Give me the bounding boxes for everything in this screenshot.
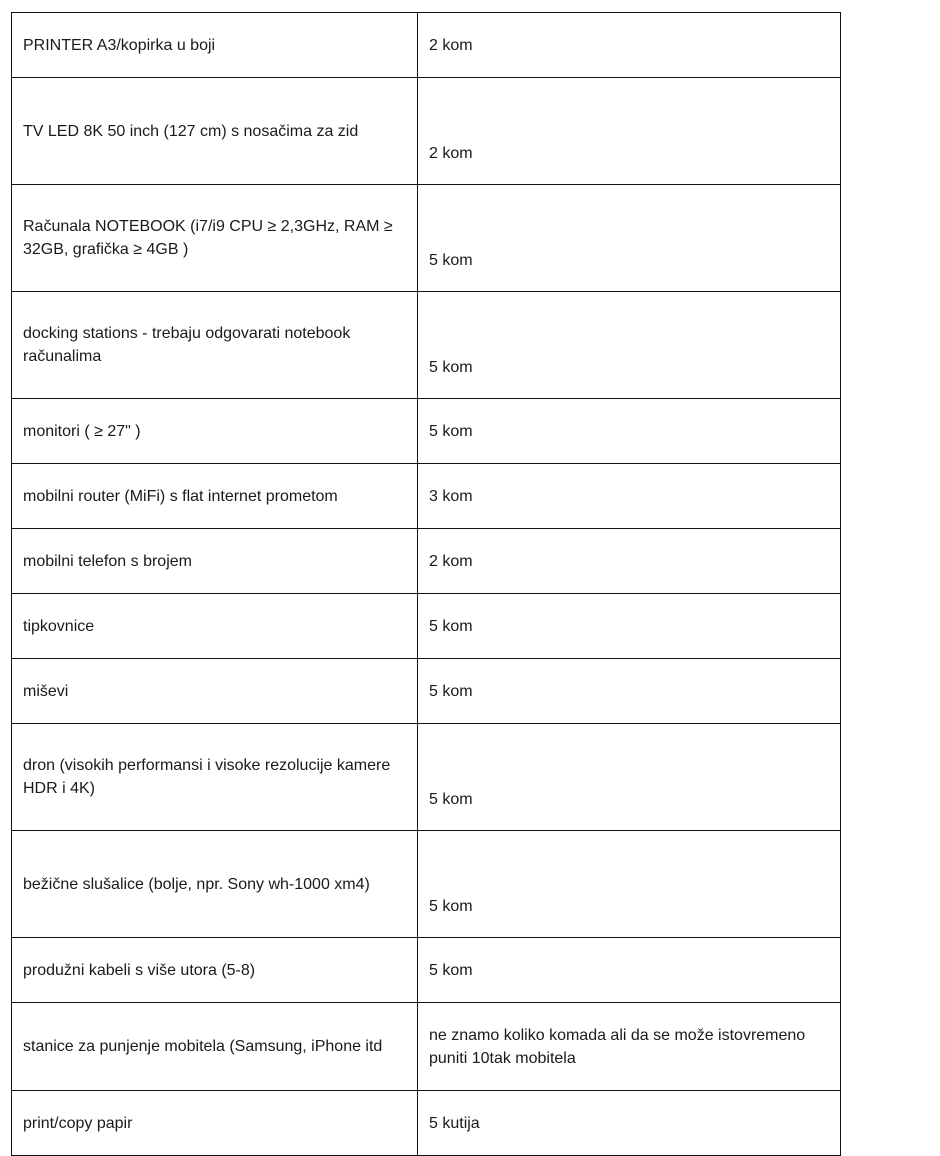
quantity-cell: 2 kom [418,78,841,185]
quantity-cell: 2 kom [418,13,841,78]
table-row [12,1091,841,1156]
table-row [12,659,841,724]
table-row [12,594,841,659]
quantity-cell: 5 kom [418,724,841,831]
table-row [12,292,841,399]
item-cell: produžni kabeli s više utora (5-8) [12,938,418,1003]
quantity-cell: 5 kom [418,292,841,399]
table-row [12,1003,841,1091]
table-row [12,399,841,464]
quantity-cell: 5 kom [418,185,841,292]
quantity-cell: 5 kom [418,399,841,464]
quantity-cell: 5 kom [418,594,841,659]
quantity-cell: 5 kom [418,659,841,724]
quantity-cell: 3 kom [418,464,841,529]
table-row [12,78,841,185]
item-cell: miševi [12,659,418,724]
table-row [12,938,841,1003]
item-cell: mobilni router (MiFi) s flat internet prometom [12,464,418,529]
table-row [12,464,841,529]
item-cell: tipkovnice [12,594,418,659]
item-cell: PRINTER A3/kopirka u boji [12,13,418,78]
table-row [12,13,841,78]
table-row [12,529,841,594]
item-cell: mobilni telefon s brojem [12,529,418,594]
table-row [12,724,841,831]
item-cell: stanice za punjenje mobitela (Samsung, iPhone itd [12,1003,418,1091]
item-cell: print/copy papir [12,1091,418,1156]
item-cell: dron (visokih performansi i visoke rezolucije kamere HDR i 4K) [12,724,418,831]
table-row [12,185,841,292]
item-cell: bežične slušalice (bolje, npr. Sony wh-1000 xm4) [12,831,418,938]
item-cell: docking stations - trebaju odgovarati notebook računalima [12,292,418,399]
quantity-cell: 5 kutija [418,1091,841,1156]
quantity-cell: ne znamo koliko komada ali da se može istovremeno puniti 10tak mobitela [418,1003,841,1091]
quantity-cell: 5 kom [418,938,841,1003]
item-cell: Računala NOTEBOOK (i7/i9 CPU ≥ 2,3GHz, RAM ≥ 32GB, grafička ≥ 4GB ) [12,185,418,292]
item-cell: TV LED 8K 50 inch (127 cm) s nosačima za zid [12,78,418,185]
quantity-cell: 5 kom [418,831,841,938]
item-cell: monitori ( ≥ 27" ) [12,399,418,464]
table-row [12,831,841,938]
quantity-cell: 2 kom [418,529,841,594]
equipment-table [11,12,841,1156]
